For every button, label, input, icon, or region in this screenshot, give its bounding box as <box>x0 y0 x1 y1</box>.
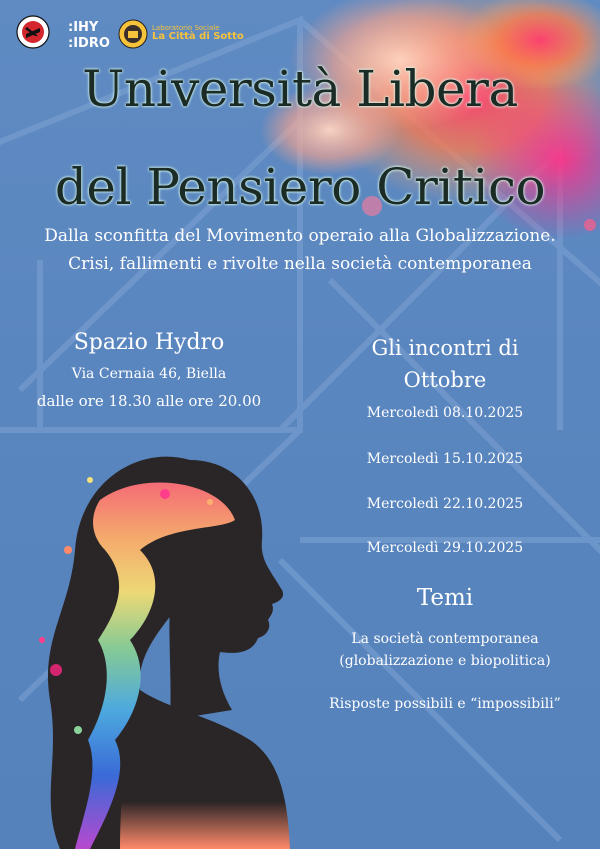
svg-text::IHY: :IHY <box>68 20 99 35</box>
subtitle-line-2: Crisi, fallimenti e rivolte nella società contemporanea <box>68 254 532 274</box>
meeting-date: Mercoledì 29.10.2025 <box>366 540 524 556</box>
antifa-icon <box>16 14 50 54</box>
title-line-1: Università Libera <box>82 60 518 118</box>
antifa-logo <box>16 14 50 54</box>
hydro-icon <box>64 14 110 54</box>
subtitle-line-1: Dalla sconfitta del Movimento operaio alla Globalizzazione. <box>44 226 556 246</box>
venue-time: dalle ore 18.30 alle ore 20.00 <box>36 392 262 410</box>
citta-di-sotto-logo <box>118 19 244 49</box>
themes-title: Temi <box>416 585 474 611</box>
woman-silhouette-illustration <box>20 440 290 849</box>
logo-bar <box>16 14 244 54</box>
hydro-logo <box>64 14 110 54</box>
title-line-2: del Pensiero Critico <box>54 158 546 216</box>
citta-logo-small-text: Laboratorio Sociale <box>152 24 220 33</box>
venue-name: Spazio Hydro <box>73 330 225 355</box>
meeting-date: Mercoledì 08.10.2025 <box>366 405 524 421</box>
meeting-date: Mercoledì 15.10.2025 <box>366 451 524 467</box>
venue-address: Via Cernaia 46, Biella <box>71 366 227 382</box>
citta-logo-name: La Città di Sotto <box>152 31 244 43</box>
meeting-date: Mercoledì 22.10.2025 <box>366 496 524 512</box>
theme-item: Risposte possibili e “impossibili” <box>329 696 561 712</box>
citta-emblem-icon <box>118 19 148 49</box>
svg-text::IDRO: :IDRO <box>68 36 110 51</box>
meetings-title: Gli incontri di Ottobre <box>371 336 519 392</box>
theme-item: La società contemporanea (globalizzazione e biopolitica) <box>339 631 551 669</box>
